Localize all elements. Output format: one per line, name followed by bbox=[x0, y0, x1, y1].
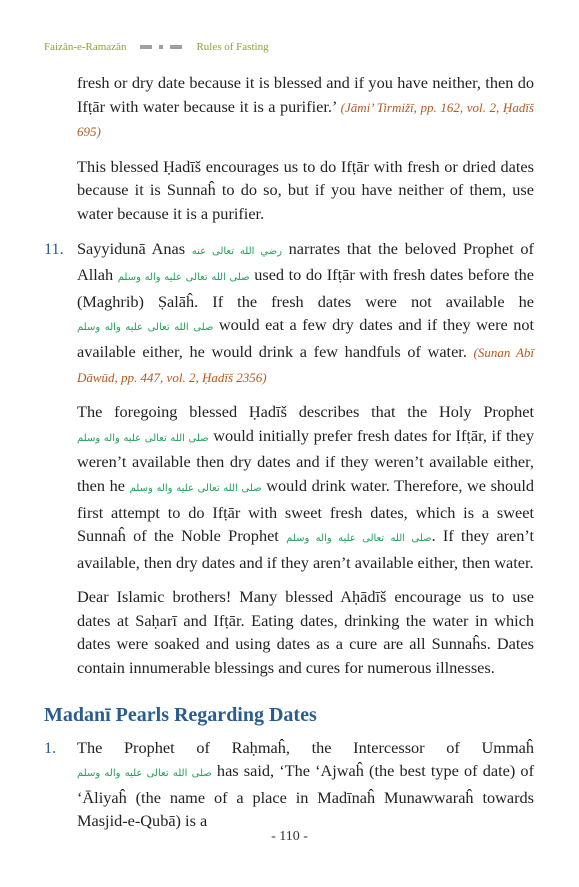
paragraph-text: . If they aren’t available, then dry dates and if they aren’t available either, then water. bbox=[77, 526, 534, 572]
paragraph-text: would initially prefer fresh dates for Ifṭār, if they weren’t available then dry dates and if they weren’t available either, then he bbox=[77, 425, 534, 495]
salawat-calligraphy: صلى الله تعالى عليه واله وسلم bbox=[77, 432, 209, 444]
salawat-calligraphy: صلى الله تعالى عليه واله وسلم bbox=[77, 768, 212, 780]
honorific-calligraphy: رضي الله تعالى عنه bbox=[191, 245, 282, 257]
salawat-calligraphy: صلى الله تعالى عليه واله وسلم bbox=[117, 272, 250, 284]
paragraph-text: would drink water. Therefore, we should first attempt to do Ifṭār with sweet fresh dates, which is a sweet Sunnaĥ of the Noble Prophet bbox=[77, 475, 535, 546]
reference-citation: (Jāmi’ Tirmižī, pp. 162, vol. 2, Ḥadīš 695) bbox=[77, 99, 534, 140]
salawat-calligraphy: صلى الله تعالى عليه واله وسلم bbox=[77, 322, 214, 334]
paragraph-text: Dear Islamic brothers! Many blessed Aḥādīš encourage us to use dates at Saḥarī and Ifṭār. Eating dates, drinking the water in which dates were soaked and using dates as a cure are all Sunnaĥs. Dates contain innumerable blessings and cures for numerous illnesses. bbox=[77, 587, 534, 678]
item-text: The Prophet of Raḥmaĥ, the Intercessor of Ummaĥ bbox=[77, 737, 534, 757]
paragraph-text: fresh or dry date because it is blessed and if you have neither, then do Ifṭār with water because it is a purifier.’ bbox=[77, 73, 534, 116]
item-text: Sayyidunā Anas bbox=[77, 238, 186, 258]
section-heading: Madanī Pearls Regarding Dates bbox=[44, 703, 317, 726]
list-number: 1. bbox=[44, 737, 57, 757]
paragraph-text: The foregoing blessed Ḥadīš describes that the Holy Prophet bbox=[77, 402, 534, 422]
book-title: Faizān-e-Ramazān bbox=[44, 41, 127, 53]
list-number: 11. bbox=[44, 238, 64, 258]
running-header bbox=[44, 39, 269, 55]
item-text: would eat a few dry dates and if they were not available either, he would drink a few handfuls of water. bbox=[77, 315, 535, 361]
reference-citation: (Sunan Abī Dāwūd, pp. 447, vol. 2, Ḥadīš 2356) bbox=[77, 344, 534, 385]
chapter-title: Rules of Fasting bbox=[196, 41, 269, 53]
item-text: narrates that the beloved Prophet of Allah bbox=[77, 238, 534, 285]
header-separator bbox=[140, 45, 182, 49]
list-item-1 bbox=[44, 736, 534, 833]
item-text: has said, ‘The ‘Ajwaĥ (the best type of date) of ‘Āliyaĥ (the name of a place in Madīnaĥ Munawwaraĥ towards Masjid-e-Qubā) is a bbox=[77, 761, 534, 831]
paragraph-summary bbox=[77, 585, 534, 679]
item-text: used to do Ifṭār with fresh dates before the (Maghrib) Ṣalāĥ. If the fresh dates were not available he bbox=[77, 265, 534, 311]
page-number: - 110 - bbox=[271, 829, 308, 844]
page-body bbox=[44, 71, 534, 844]
paragraph-explanation bbox=[77, 155, 534, 226]
list-item-11 bbox=[44, 237, 534, 390]
paragraph-commentary bbox=[77, 400, 534, 574]
salawat-calligraphy: صلى الله تعالى عليه واله وسلم bbox=[129, 482, 262, 494]
paragraph-text: This blessed Ḥadīš encourages us to do Ifṭār with fresh or dried dates because it is Sunnaĥ to do so, but if you have neither of them, use water because it is a purifier. bbox=[77, 156, 534, 223]
paragraph-hadith-continuation bbox=[77, 71, 534, 144]
salawat-calligraphy: صلى الله تعالى عليه واله وسلم bbox=[286, 533, 432, 545]
